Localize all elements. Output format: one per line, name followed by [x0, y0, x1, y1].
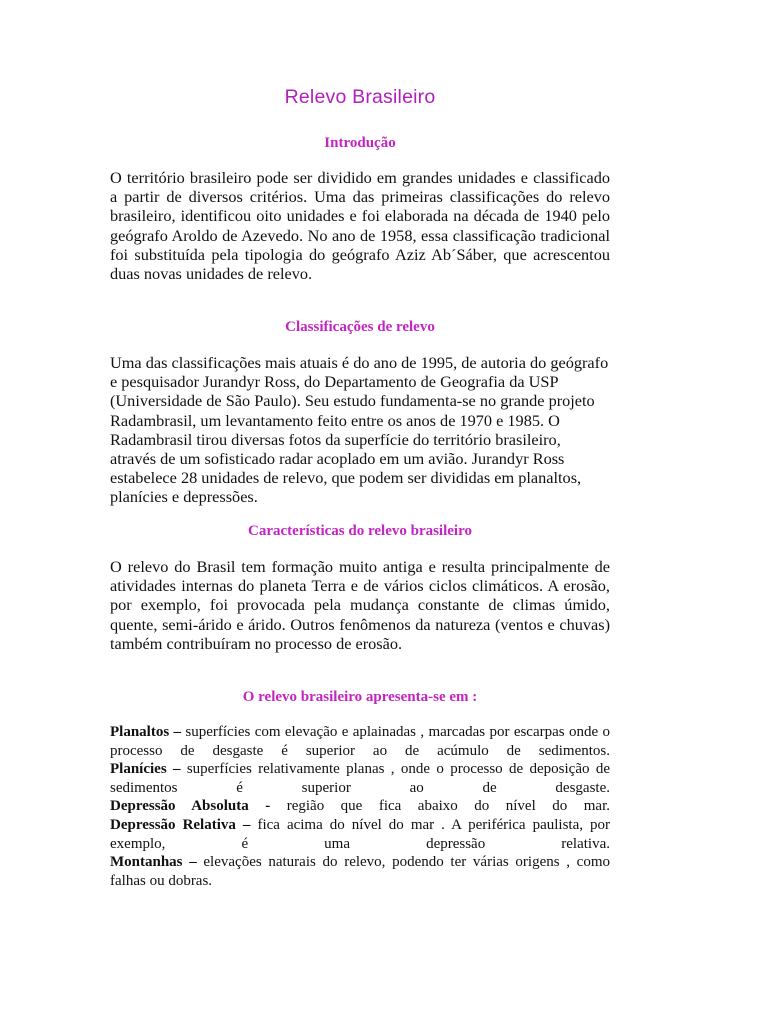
term-definition: região que fica abaixo do nível do mar. — [286, 798, 610, 815]
section-heading-classificacoes: Classificações de relevo — [285, 319, 435, 335]
section-heading-introducao: Introdução — [324, 135, 396, 151]
relief-terms-list — [110, 723, 610, 890]
term-item-planicies — [110, 760, 610, 797]
section-paragraph-classificacoes: Uma das classificações mais atuais é do ano de 1995, de autoria do geógrafo e pesquisador Jurandyr Ross, do Departamento de Geografia da USP (Universidade de São Paulo). Seu estudo fundamenta-se no grande projeto Radambrasil, um levantamento feito entre os anos de 1970 e 1985. O Radambrasil tirou diversas fotos da superfície do território brasileiro, através de um sofisticado radar acoplado em um avião. Jurandyr Ross estabelece 28 unidades de relevo, que podem ser divididas em planaltos, planícies e depressões. — [110, 353, 609, 507]
term-name: Montanhas – — [110, 854, 197, 871]
section-paragraph-caracteristicas: O relevo do Brasil tem formação muito antiga e resulta principalmente de atividades internas do planeta Terra e de vários ciclos climáticos. A erosão, por exemplo, foi provocada pela mudança constante de climas úmido, quente, semi-árido e árido. Outros fenômenos da natureza (ventos e chuvas) também contribuíram no processo de erosão. — [110, 557, 610, 653]
term-item-montanhas — [110, 853, 610, 890]
term-item-planaltos — [110, 723, 610, 760]
term-name: Depressão Absoluta - — [110, 798, 271, 815]
term-definition: superfícies relativamente planas , onde o processo de deposição de sedimentos é superior ao de desgaste. — [110, 761, 610, 796]
term-item-depressao-absoluta — [110, 797, 610, 816]
section-heading-apresenta: O relevo brasileiro apresenta-se em : — [242, 689, 478, 705]
term-definition: fica acima do nível do mar . A periférica paulista, por exemplo, é uma depressão relativa. — [110, 816, 611, 852]
section-heading-caracteristicas: Características do relevo brasileiro — [248, 523, 472, 539]
section-paragraph-introducao: O território brasileiro pode ser dividido em grandes unidades e classificado a partir de diversos critérios. Uma das primeiras classificações do relevo brasileiro, identificou oito unidades e foi elaborada na década de 1940 pelo geógrafo Aroldo de Azevedo. No ano de 1958, essa classificação tradicional foi substituída pela tipologia do geógrafo Aziz Ab´Sáber, que acrescentou duas novas unidades de relevo. — [110, 168, 610, 284]
term-definition: superfícies com elevação e aplainadas , marcadas por escarpas onde o processo de desgaste é superior ao de acúmulo de sedimentos. — [110, 724, 610, 759]
term-name: Planaltos – — [110, 724, 182, 740]
term-definition: elevações naturais do relevo, podendo ter várias origens , como falhas ou dobras. — [110, 854, 611, 889]
document-title: Relevo Brasileiro — [284, 86, 436, 108]
term-item-depressao-relativa — [110, 816, 610, 853]
term-name: Depressão Relativa – — [110, 816, 251, 833]
term-name: Planícies – — [110, 761, 181, 778]
